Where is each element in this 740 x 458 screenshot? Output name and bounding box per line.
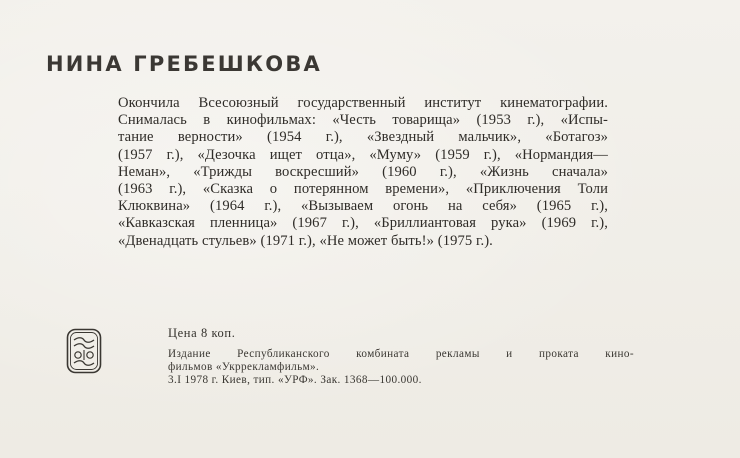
bio-line: (1963 г.), «Сказка о потерянном времени», «Приключения Толи	[118, 181, 608, 198]
bio-line: Окончила Всесоюзный государственный институт кинематографии.	[118, 95, 608, 111]
imprint-line: 3.I 1978 г. Киев, тип. «УРФ». Зак. 1368—100.000.	[168, 374, 422, 387]
biography-text	[118, 95, 608, 250]
imprint-line: Издание Республиканского комбината рекламы и проката кино-	[168, 348, 634, 360]
publisher-imprint	[168, 348, 634, 388]
bio-line: тание верности» (1954 г.), «Звездный мальчик», «Ботагоз»	[118, 129, 608, 146]
imprint-line: фильмов «Укррекламфильм».	[168, 361, 320, 374]
bio-line: Неман», «Трижды воскресший» (1960 г.), «Жизнь сначала»	[118, 163, 608, 180]
bio-line: (1957 г.), «Дезочка ищет отца», «Муму» (1959 г.), «Нормандия—	[118, 146, 608, 163]
bio-line: «Двенадцать стульев» (1971 г.), «Не может быть!» (1975 г.).	[118, 232, 493, 249]
actress-name-heading: НИНА ГРЕБЕШКОВА	[46, 52, 322, 76]
price-label: Цена 8 коп.	[168, 326, 236, 340]
publisher-emblem-icon	[66, 328, 102, 374]
bio-line: «Кавказская пленница» (1967 г.), «Бриллиантовая рука» (1969 г.),	[118, 215, 608, 232]
bio-line: Снималась в кинофильмах: «Честь товарища» (1953 г.), «Испы-	[118, 112, 608, 129]
bio-line: Клюквина» (1964 г.), «Вызываем огонь на себя» (1965 г.),	[118, 198, 608, 215]
